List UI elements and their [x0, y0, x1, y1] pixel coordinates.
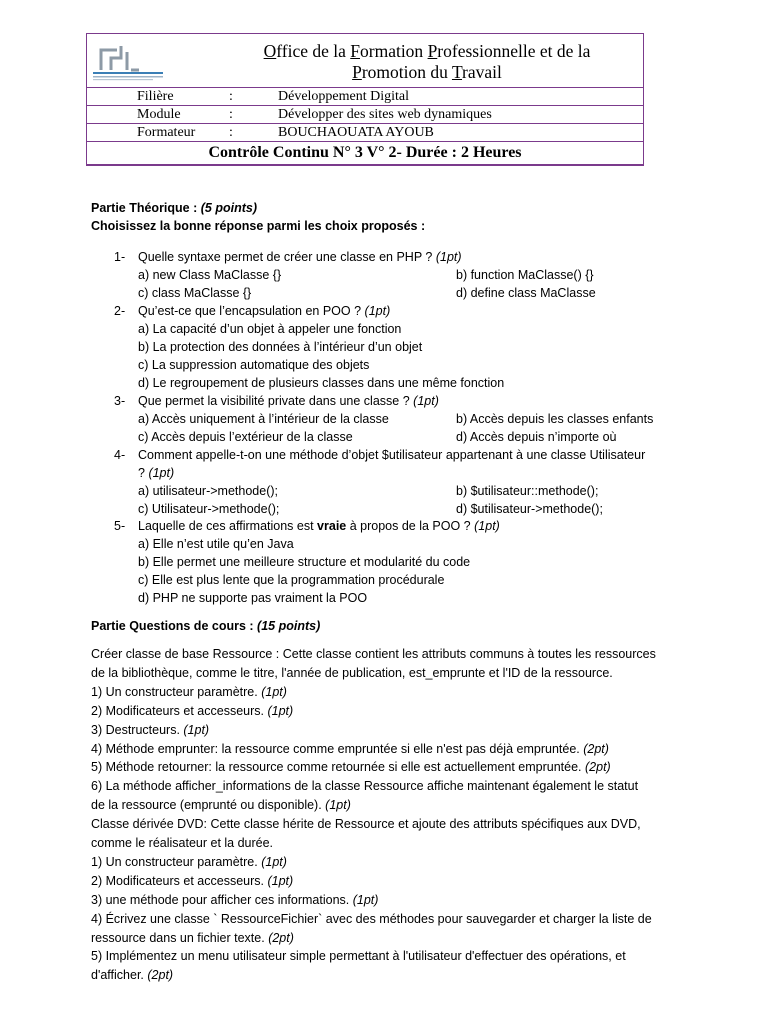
course-line — [91, 684, 287, 702]
choice-b: b) La protection des données à l’intérieur d’un objet — [138, 340, 423, 354]
question-text — [138, 518, 500, 536]
info-row-module — [87, 106, 643, 124]
course-line — [91, 741, 609, 759]
info-key: Formateur — [137, 125, 196, 140]
course-line-points: (1pt) — [183, 722, 210, 737]
course-line-points: (1pt) — [267, 873, 294, 888]
course-line-text: 4) Écrivez une classe ` RessourceFichier` avec des méthodes pour sauvegarder et charger la liste de — [91, 911, 652, 926]
course-line — [91, 816, 641, 834]
question-number: 3- — [114, 394, 126, 408]
course-line-text: comme le réalisateur et la durée. — [91, 836, 274, 850]
exam-header — [86, 33, 644, 166]
title-text: romotion du — [361, 62, 452, 82]
theory-heading-points: (5 points) — [200, 201, 258, 215]
course-line — [91, 778, 638, 796]
choice-d: d) define class MaClasse — [456, 286, 596, 300]
course-line — [91, 930, 294, 948]
choice-d: d) Accès depuis n’importe où — [456, 430, 617, 444]
choice-c: c) Utilisateur->methode(); — [138, 502, 280, 516]
choice-a: a) Accès uniquement à l’intérieur de la classe — [138, 412, 389, 426]
course-line-text: de la ressource (emprunté ou disponible). — [91, 798, 326, 813]
course-line-points: (1pt) — [267, 703, 294, 718]
course-line-text: 3) une méthode pour afficher ces informations. — [91, 892, 353, 907]
course-line — [91, 722, 209, 740]
question-number: 1- — [114, 250, 126, 264]
choice-b: b) Accès depuis les classes enfants — [456, 412, 654, 426]
choice-a: a) Elle n’est utile qu’en Java — [138, 537, 294, 551]
title-text: rofessionnelle et de la — [437, 41, 591, 61]
course-line — [91, 911, 652, 929]
choice-d: d) Le regroupement de plusieurs classes dans une même fonction — [138, 376, 505, 390]
question-text: Comment appelle-t-on une méthode d’objet $utilisateur appartenant à une classe Utilisateur — [138, 448, 646, 462]
title-text: ravail — [462, 62, 502, 82]
course-line-points: (1pt) — [352, 892, 379, 907]
course-line-points: (2pt) — [585, 760, 611, 775]
info-value: Développer des sites web dynamiques — [278, 107, 492, 122]
title-initial-t: T — [451, 62, 463, 82]
question-text-bold: vraie — [317, 519, 347, 533]
title-initial-f: F — [350, 41, 360, 61]
question-points: (1pt) — [413, 394, 439, 408]
info-key: Filière — [137, 89, 174, 104]
course-line-text: 5) Méthode retourner: la ressource comme retournée si elle est actuellement empruntée. — [91, 760, 585, 775]
question-text-main: Laquelle de ces affirmations est — [138, 519, 318, 533]
exam-title: Contrôle Continu N° 3 V° 2- Durée : 2 Heures — [87, 142, 643, 165]
info-key: Module — [137, 107, 181, 122]
choice-c: c) class MaClasse {} — [138, 286, 252, 300]
course-line — [91, 854, 287, 872]
course-heading-text: Partie Questions de cours : — [91, 619, 254, 633]
course-line-text: 2) Modificateurs et accesseurs. — [91, 703, 268, 718]
question-number: 2- — [114, 304, 126, 318]
question-text-main: ? — [138, 466, 145, 480]
course-line-points: (2pt) — [147, 968, 174, 983]
question-text-main: Qu’est-ce que l’encapsulation en POO ? — [138, 304, 362, 318]
theory-heading — [91, 200, 257, 218]
course-line-text: 2) Modificateurs et accesseurs. — [91, 873, 268, 888]
course-line — [91, 948, 626, 966]
title-initial-p: P — [427, 41, 438, 61]
course-line-points: (1pt) — [325, 798, 351, 813]
course-line — [91, 892, 378, 910]
theory-heading-text: Partie Théorique : — [91, 201, 198, 215]
choice-a: a) new Class MaClasse {} — [138, 268, 282, 282]
info-value: BOUCHAOUATA AYOUB — [278, 125, 434, 140]
course-line-text: 1) Un constructeur paramètre. — [91, 684, 262, 699]
course-line-text: ressource dans un fichier texte. — [91, 930, 269, 945]
course-line — [91, 797, 351, 815]
choice-c: c) Elle est plus lente que la programmation procédurale — [138, 573, 445, 587]
question-text-main: à propos de la POO ? — [346, 519, 471, 533]
course-line-points: (1pt) — [261, 684, 287, 699]
choice-a: a) La capacité d’un objet à appeler une fonction — [138, 322, 402, 336]
choice-d: d) PHP ne supporte pas vraiment la POO — [138, 591, 368, 605]
title-initial-o: O — [263, 41, 277, 61]
choice-a: a) utilisateur->methode(); — [138, 484, 278, 498]
course-line — [91, 835, 273, 853]
info-colon: : — [229, 125, 233, 140]
question-text — [138, 249, 462, 267]
info-colon: : — [229, 89, 233, 104]
course-line-text: 4) Méthode emprunter: la ressource comme empruntée si elle n'est pas déjà empruntée. — [91, 741, 584, 756]
course-line — [91, 873, 293, 891]
title-text: ffice de la — [276, 41, 351, 61]
course-line — [91, 967, 173, 985]
question-number: 4- — [114, 448, 126, 462]
info-row-filiere — [87, 88, 643, 106]
question-points: (1pt) — [435, 250, 462, 264]
choice-b: b) Elle permet une meilleure structure et modularité du code — [138, 555, 471, 569]
question-text — [138, 393, 439, 411]
course-heading — [91, 618, 320, 636]
title-text: ormation — [360, 41, 428, 61]
course-line-points: (2pt) — [583, 741, 609, 756]
theory-instruction: Choisissez la bonne réponse parmi les choix proposés : — [91, 219, 426, 233]
choice-b: b) $utilisateur::methode(); — [456, 484, 599, 498]
course-line — [91, 646, 656, 664]
course-heading-points: (15 points) — [257, 619, 321, 633]
question-text-cont — [138, 465, 174, 483]
office-title — [217, 41, 637, 83]
info-colon: : — [229, 107, 233, 122]
course-line-text: d'afficher. — [91, 968, 148, 983]
question-text — [138, 303, 390, 321]
course-line — [91, 759, 611, 777]
choice-d: d) $utilisateur->methode(); — [456, 502, 603, 516]
choice-c: c) La suppression automatique des objets — [138, 358, 370, 372]
course-line — [91, 665, 613, 683]
choice-c: c) Accès depuis l’extérieur de la classe — [138, 430, 353, 444]
choice-b: b) function MaClasse() {} — [456, 268, 594, 282]
info-value: Développement Digital — [278, 89, 410, 104]
question-number: 5- — [114, 519, 126, 533]
question-points: (1pt) — [364, 304, 391, 318]
question-text-main: Quelle syntaxe permet de créer une classe en PHP ? — [138, 250, 433, 264]
course-line-text: Classe dérivée DVD: Cette classe hérite de Ressource et ajoute des attributs spécifiques aux DVD, — [91, 817, 641, 832]
question-text-main: Que permet la visibilité private dans une classe ? — [138, 394, 410, 408]
course-line — [91, 703, 293, 721]
course-line-text: 3) Destructeurs. — [91, 722, 184, 737]
header-top — [87, 34, 643, 88]
course-line-points: (1pt) — [261, 854, 287, 869]
course-line-points: (2pt) — [268, 930, 294, 945]
course-line-text: de la bibliothèque, comme le titre, l'année de publication, est_emprunte et l'ID de la ressource. — [91, 665, 613, 680]
course-line-text: Créer classe de base Ressource : Cette classe contient les attributs communs à toutes les ressources — [91, 647, 656, 661]
question-points: (1pt) — [148, 466, 175, 480]
ofppt-logo-icon — [87, 34, 173, 86]
course-line-text: 1) Un constructeur paramètre. — [91, 854, 262, 869]
course-line-text: 5) Implémentez un menu utilisateur simple permettant à l'utilisateur d'effectuer des opérations, et — [91, 949, 626, 964]
question-points: (1pt) — [474, 519, 500, 533]
title-initial-p2: P — [352, 62, 362, 82]
info-row-formateur — [87, 124, 643, 142]
course-line-text: 6) La méthode afficher_informations de la classe Ressource affiche maintenant également le statut — [91, 779, 639, 794]
